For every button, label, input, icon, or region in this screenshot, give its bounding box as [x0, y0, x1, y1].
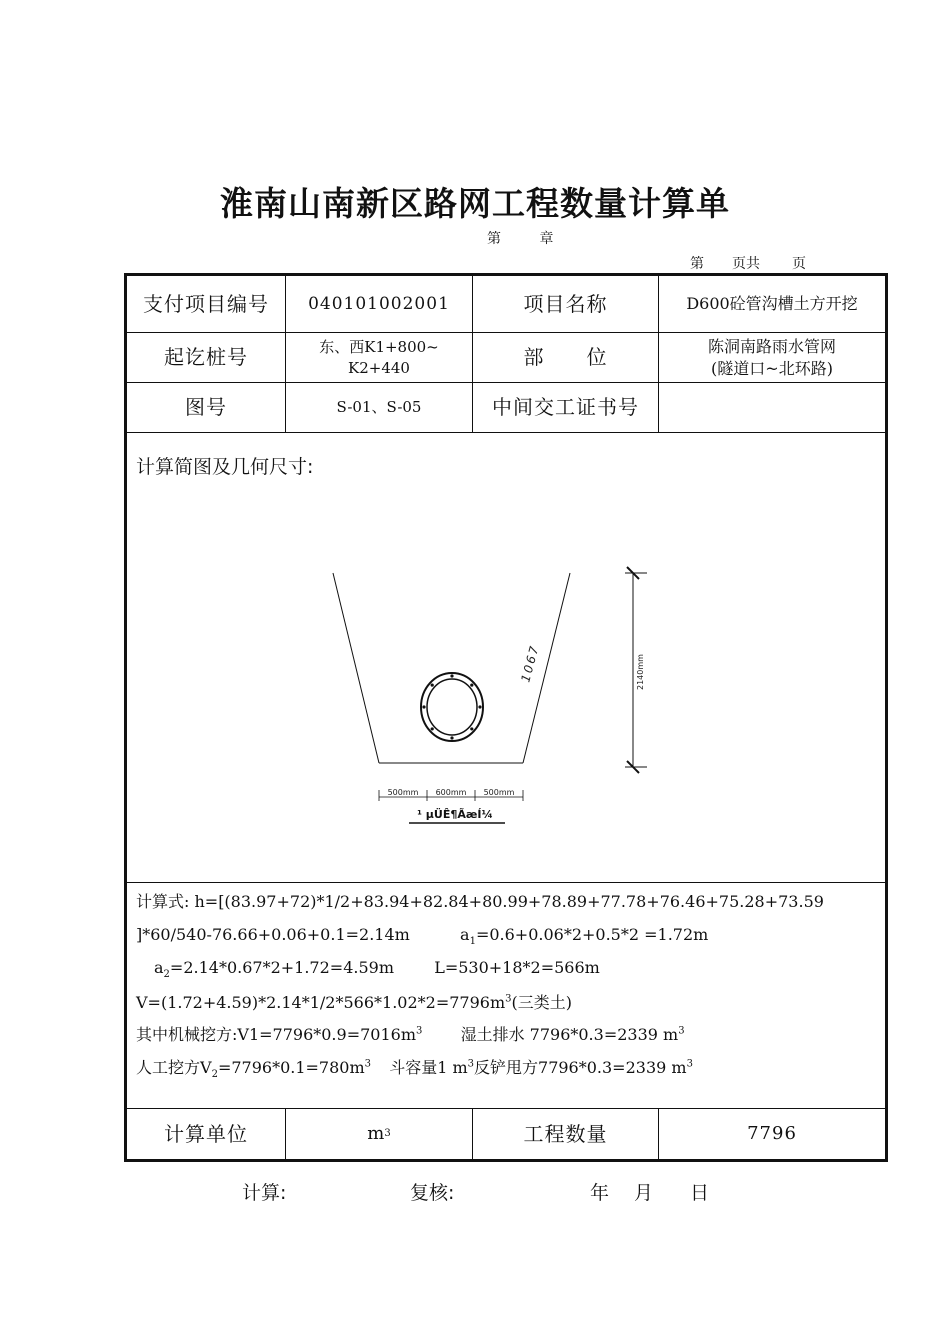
- pipe-bolt-dot: [470, 683, 473, 686]
- calc-line-2-a: ]*60/540-76.66+0.06+0.1=2.14m: [136, 925, 410, 944]
- pipe-bolt-dot: [450, 674, 453, 677]
- drawing-number-value: S-01、S-05: [336, 398, 422, 417]
- slope-length-label: 1067: [518, 642, 542, 684]
- drawing-number-label: 图号: [185, 395, 227, 419]
- calculation-sheet: [124, 273, 888, 1162]
- chapter-line: [487, 228, 553, 248]
- payment-item-code-value: 040101002001: [308, 293, 450, 314]
- certificate-number-label: 中间交工证书号: [492, 395, 639, 419]
- dim-left-label: 500mm: [387, 788, 419, 797]
- footer-year: 年: [590, 1182, 610, 1204]
- pipe-outer-circle: [421, 673, 483, 741]
- quantity-value: 7796: [747, 1122, 797, 1144]
- quantity-label: 工程数量: [523, 1121, 608, 1146]
- calc-line-4: $V=(1.72+4.59)*2.14*1/2*566*1.02*2=7796m^3$(三类土): [136, 993, 572, 1012]
- station-range-line2: K2+440: [348, 358, 410, 377]
- page-count-line: [690, 253, 806, 273]
- pipe-bolt-dot: [422, 705, 425, 708]
- trench-sketch: [127, 433, 885, 881]
- item-name-value: D600砼管沟槽土方开挖: [686, 294, 858, 314]
- chapter-suffix: 章: [539, 231, 554, 247]
- page-middle: 页共: [732, 256, 760, 272]
- certificate-number-value: [659, 383, 885, 432]
- location-label: 部 位: [523, 345, 608, 369]
- height-label: 2140mm: [636, 654, 645, 690]
- unit-label: 计算单位: [164, 1121, 248, 1146]
- sketch-caption: ¹ µÜÊ¶ÃæÍ¼: [417, 808, 493, 821]
- page-title: 淮南山南新区路网工程数量计算单: [220, 184, 730, 223]
- station-range-label: 起讫桩号: [164, 345, 248, 369]
- sketch-title: 计算简图及几何尺寸:: [136, 456, 314, 478]
- page-prefix: 第: [690, 256, 704, 272]
- payment-item-code-label: 支付项目编号: [143, 291, 269, 316]
- calc-line-2-b: $a_1=0.6+0.06*2+0.5*2 =1.72m$: [460, 925, 709, 948]
- calc-line-6: 人工挖方$V_2=7796*0.1=780m^3$ 斗容量1 $m^3$反铲甩方7796*0.3=2339 $m^3$: [136, 1058, 693, 1081]
- item-name-label: 项目名称: [523, 291, 608, 316]
- pipe-bolt-dot: [431, 727, 434, 730]
- footer-review-label: 复核:: [410, 1182, 455, 1204]
- chapter-prefix: 第: [487, 231, 501, 247]
- pipe-bolt-dot: [431, 683, 434, 686]
- trench-left-wall: [333, 573, 379, 763]
- dim-mid-label: 600mm: [435, 788, 467, 797]
- station-range-line1: 东、西K1+800~: [319, 338, 439, 357]
- calc-line-3-b: L=530+18*2=566m: [434, 958, 600, 977]
- pipe-bolt-dot: [450, 736, 453, 739]
- calc-line-5: 其中机械挖方$:V1=7796*0.9=7016m^3$ 湿土排水 7796*0.3=2339 $m^3$: [136, 1025, 685, 1044]
- footer-day: 日: [690, 1182, 710, 1204]
- station-range-value: [286, 333, 472, 382]
- pipe-bolt-dot: [470, 727, 473, 730]
- footer-calc-label: 计算:: [242, 1182, 287, 1204]
- location-line2: (隧道口~北环路): [711, 358, 833, 378]
- calc-line-3: $a_2=2.14*0.67*2+1.72=4.59m$ L=530+18*2=566m: [154, 958, 600, 981]
- pipe-inner-circle: [427, 679, 477, 735]
- calc-line-2: [136, 925, 708, 947]
- footer-month: 月: [634, 1182, 654, 1204]
- location-line1: 陈洞南路雨水管网: [707, 336, 836, 356]
- calc-line-1: 计算式: h=[(83.97+72)*1/2+83.94+82.84+80.99+78.89+77.78+76.46+75.28+73.59: [136, 892, 824, 911]
- page-suffix: 页: [792, 256, 806, 272]
- dim-right-label: 500mm: [483, 788, 515, 797]
- location-value: [659, 333, 885, 382]
- unit-value: m 3: [367, 1122, 391, 1144]
- pipe-bolt-dot: [478, 705, 481, 708]
